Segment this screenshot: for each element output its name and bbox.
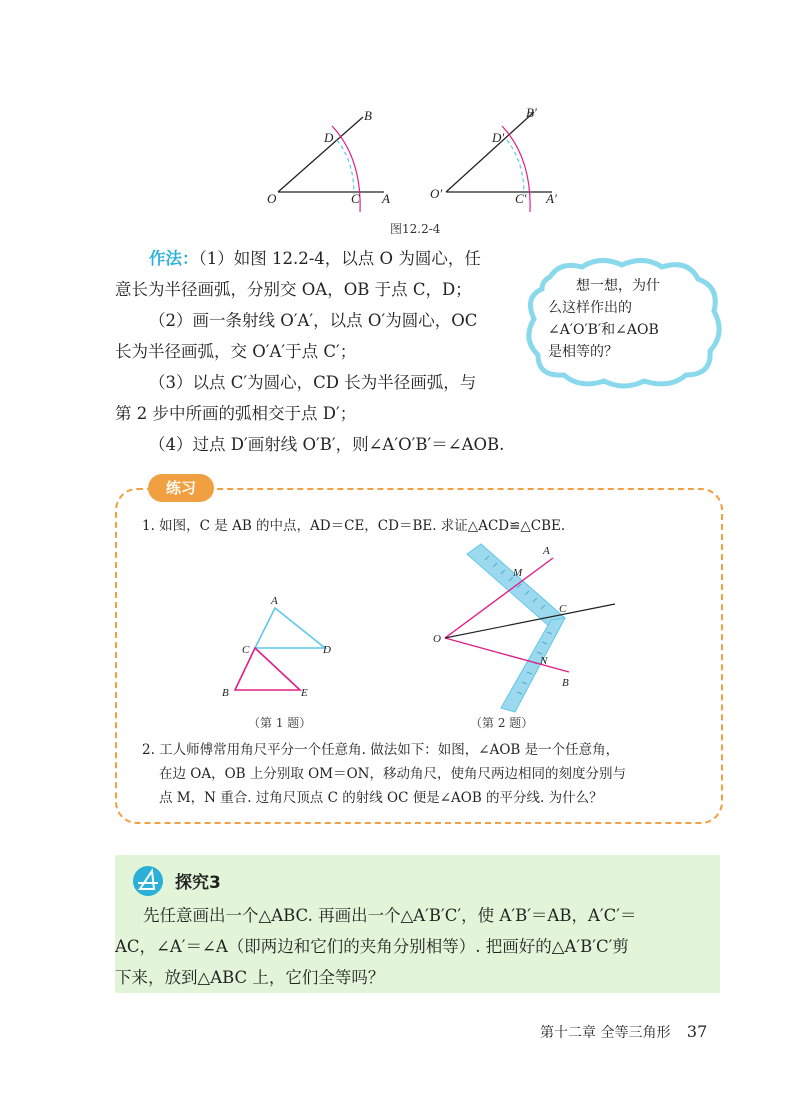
label-B-prime: B′ — [526, 105, 537, 120]
method-line-2: 意长为半径画弧，分别交 OA，OB 于点 C，D； — [115, 280, 472, 299]
fig1-label-B: B — [222, 687, 229, 699]
explore-title: 探究3 — [175, 873, 221, 893]
fig2-label-O: O — [433, 633, 441, 645]
fig1-label-A: A — [271, 595, 278, 607]
fig2-label-N: N — [540, 655, 548, 667]
fig1-label-D: D — [323, 644, 331, 656]
label-D: D — [324, 130, 334, 145]
page-number: 37 — [686, 1022, 708, 1041]
right-construction — [430, 105, 557, 212]
label-A: A — [382, 191, 390, 206]
bubble-line-3: ∠A′O′B′和∠AOB — [548, 322, 659, 338]
figure-caption: 图12.2-4 — [390, 222, 441, 236]
page-footer — [540, 1022, 707, 1042]
method-line-6: 第 2 步中所画的弧相交于点 D′； — [115, 404, 357, 423]
fig2-caption: （第 2 题） — [470, 716, 534, 730]
exercise-tag: 练习 — [148, 474, 214, 502]
exercise-q1 — [142, 514, 702, 538]
method-line-7: （4）过点 D′画射线 O′B′，则∠A′O′B′＝∠AOB. — [149, 435, 505, 454]
label-A-prime: A′ — [546, 191, 557, 206]
bubble-line-1: 想一想，为什 — [576, 278, 660, 294]
method-line-5: （3）以点 C′为圆心，CD 长为半径画弧，与 — [149, 373, 477, 392]
fig1-caption: （第 1 题） — [248, 716, 312, 730]
explore-icon — [130, 863, 170, 899]
q2-line-1: 2. 工人师傅常用角尺平分一个任意角. 做法如下：如图，∠AOB 是一个任意角， — [142, 742, 620, 758]
fig2-label-C: C — [559, 603, 567, 615]
left-construction — [267, 108, 390, 212]
fig2-label-B: B — [562, 677, 569, 689]
exercise-q2 — [142, 738, 712, 810]
bubble-text — [548, 275, 708, 363]
label-O: O — [267, 191, 277, 206]
label-C-prime: C′ — [515, 191, 527, 206]
explore-line-2: AC，∠A′＝∠A（即两边和它们的夹角分别相等）. 把画好的△A′B′C′剪 — [115, 937, 629, 956]
figure-12-2-4 — [250, 100, 580, 215]
method-line-1: 作法：（1）如图 12.2-4，以点 O 为圆心，任 — [149, 249, 481, 268]
label-B: B — [364, 108, 372, 123]
bubble-line-4: 是相等的？ — [548, 344, 618, 360]
q2-line-3: 点 M，N 重合. 过角尺顶点 C 的射线 OC 便是∠AOB 的平分线. 为什么？ — [159, 790, 603, 806]
bubble-line-2: 么这样作出的 — [548, 300, 632, 316]
method-line-4: 长为半径画弧，交 O′A′于点 C′； — [115, 342, 357, 361]
exercise-figure-2 — [425, 540, 625, 720]
label-O-prime: O′ — [430, 186, 443, 201]
q2-line-2: 在边 OA，OB 上分别取 OM＝ON，移动角尺，使角尺两边相同的刻度分别与 — [159, 766, 626, 782]
method-line-3: （2）画一条射线 O′A′，以点 O′为圆心，OC — [149, 311, 478, 330]
fig2-label-M: M — [513, 567, 523, 579]
explore-line-1: 先任意画出一个△ABC. 再画出一个△A′B′C′，使 A′B′＝AB，A′C′＝ — [143, 906, 637, 925]
construction-method — [115, 243, 515, 460]
label-D-prime: D′ — [492, 130, 505, 145]
fig1-label-C: C — [242, 644, 250, 656]
explore-body — [115, 900, 715, 993]
chapter-title: 第十二章 全等三角形 — [540, 1025, 671, 1041]
exercise-figure-1 — [215, 590, 345, 705]
method-label: 作法： — [149, 249, 199, 268]
fig2-label-A: A — [543, 545, 550, 557]
explore-line-3: 下来，放到△ABC 上，它们全等吗？ — [115, 968, 385, 987]
label-C: C — [351, 191, 360, 206]
q1-text: 1. 如图，C 是 AB 的中点，AD＝CE，CD＝BE. 求证△ACD≌△CBE. — [142, 518, 566, 534]
fig1-label-E: E — [301, 687, 308, 699]
